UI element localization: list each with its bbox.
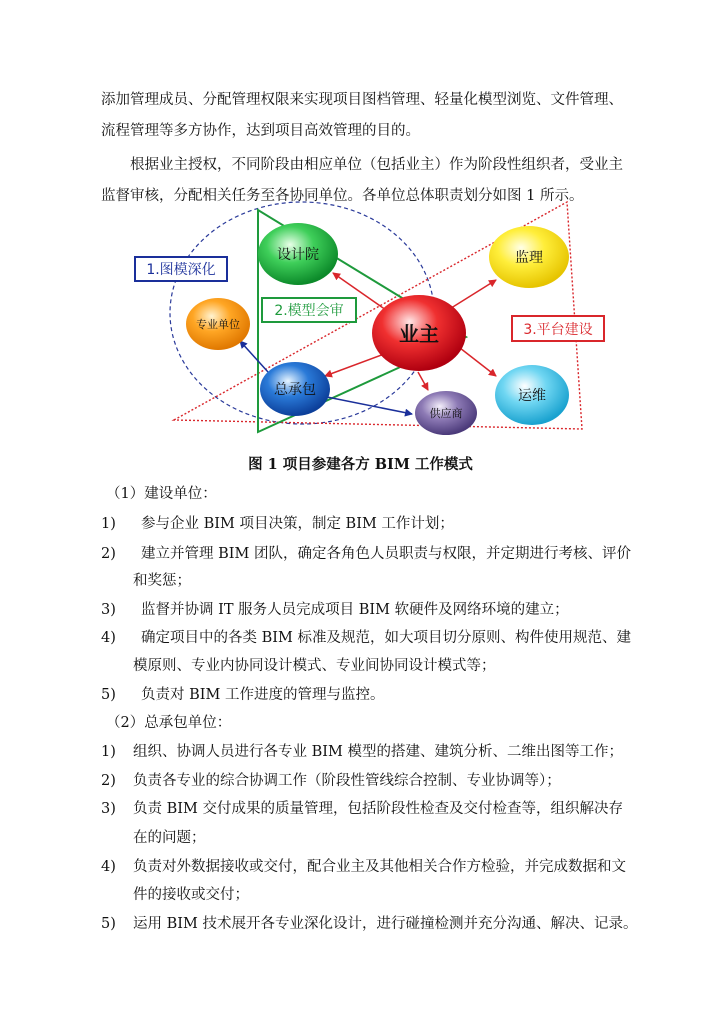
node-specialty-label: 专业单位 [196,318,240,331]
paragraph-1-line-1: 添加管理成员、分配管理权限来实现项目图档管理、轻量化模型浏览、文件管理、 [101,92,623,108]
node-owner [372,295,466,371]
s2-item-3-number: 3) [101,801,116,817]
label-platform-build-text: 3.平台建设 [523,322,593,338]
arrow-owner-to-contractor [325,353,387,376]
label-box-platform-build [512,316,604,341]
node-operations [495,365,569,425]
node-design-label: 设计院 [277,247,319,263]
s2-item-4-number: 4) [101,859,116,875]
label-model-review-text: 2.模型会审 [274,303,344,319]
node-supervision [489,226,569,288]
s2-item-5-text: 运用 BIM 技术展开各专业深化设计，进行碰撞检测并充分沟通、解决、记录。 [133,916,638,932]
node-contractor-label: 总承包 [274,382,316,398]
s1-item-2-number: 2) [101,546,116,562]
s1-item-2-text: 建立并管理 BIM 团队，确定各角色人员职责与权限，并定期进行考核、评价 [141,546,631,562]
node-design-institute [258,223,338,285]
node-specialty-unit [186,298,250,350]
s2-item-5-number: 5) [101,916,116,932]
s1-item-3-number: 3) [101,602,116,618]
s1-item-1-text: 参与企业 BIM 项目决策，制定 BIM 工作计划； [141,516,454,532]
node-supplier [415,391,477,435]
s2-item-2-text: 负责各专业的综合协调工作（阶段性管线综合控制、专业协调等）； [133,773,561,789]
node-supplier-label: 供应商 [429,407,463,420]
s1-item-2-text-cont: 和奖惩； [133,573,191,589]
paragraph-1-line-2: 流程管理等多方协作，达到项目高效管理的目的。 [101,123,420,139]
s1-item-4-text: 确定项目中的各类 BIM 标准及规范，如大项目切分原则、构件使用规范、建 [141,630,631,646]
paragraph-2-line-2: 监督审核，分配相关任务至各协同单位。各单位总体职责划分如图 1 所示。 [101,188,584,204]
bim-work-mode-diagram [0,200,721,445]
arrow-owner-to-supervision [448,280,496,310]
arrow-contractor-to-supplier [327,397,412,414]
s1-item-5-number: 5) [101,687,116,703]
s1-item-1-number: 1) [101,516,116,532]
s1-item-3-text: 监督并协调 IT 服务人员完成项目 BIM 软硬件及网络环境的建立； [141,602,569,618]
arrow-owner-to-supplier [418,372,428,390]
figure-caption: 图 1 项目参建各方 BIM 工作模式 [248,456,473,473]
section-2-title: （2）总承包单位： [106,715,232,731]
s2-item-1-number: 1) [101,744,116,760]
s2-item-4-text: 负责对外数据接收或交付，配合业主及其他相关合作方检验，并完成数据和文 [133,859,626,875]
node-ops-label: 运维 [518,388,546,404]
node-owner-label: 业主 [399,322,439,346]
s2-item-1-text: 组织、协调人员进行各专业 BIM 模型的搭建、建筑分析、二维出图等工作； [133,744,623,760]
label-box-model-review [262,298,356,322]
s2-item-3-text: 负责 BIM 交付成果的质量管理，包括阶段性检查及交付检查等，组织解决存 [133,801,623,817]
s1-item-4-number: 4) [101,630,116,646]
s2-item-2-number: 2) [101,773,116,789]
section-1-title: （1）建设单位： [106,486,217,502]
label-box-model-deepening [135,257,227,281]
s1-item-4-text-cont: 模原则、专业内协同设计模式、专业间协同设计模式等； [133,658,496,674]
s1-item-5-text: 负责对 BIM 工作进度的管理与监控。 [141,687,385,703]
node-contractor [260,362,330,416]
paragraph-2-line-1: 根据业主授权，不同阶段由相应单位（包括业主）作为阶段性组织者，受业主 [130,157,623,173]
arrow-contractor-to-specialty [240,341,268,372]
node-supervision-label: 监理 [515,250,543,266]
s2-item-4-text-cont: 件的接收或交付； [133,887,249,903]
label-model-deepening-text: 1.图模深化 [146,262,216,278]
arrow-owner-to-ops [460,348,496,376]
s2-item-3-text-cont: 在的问题； [133,830,206,846]
